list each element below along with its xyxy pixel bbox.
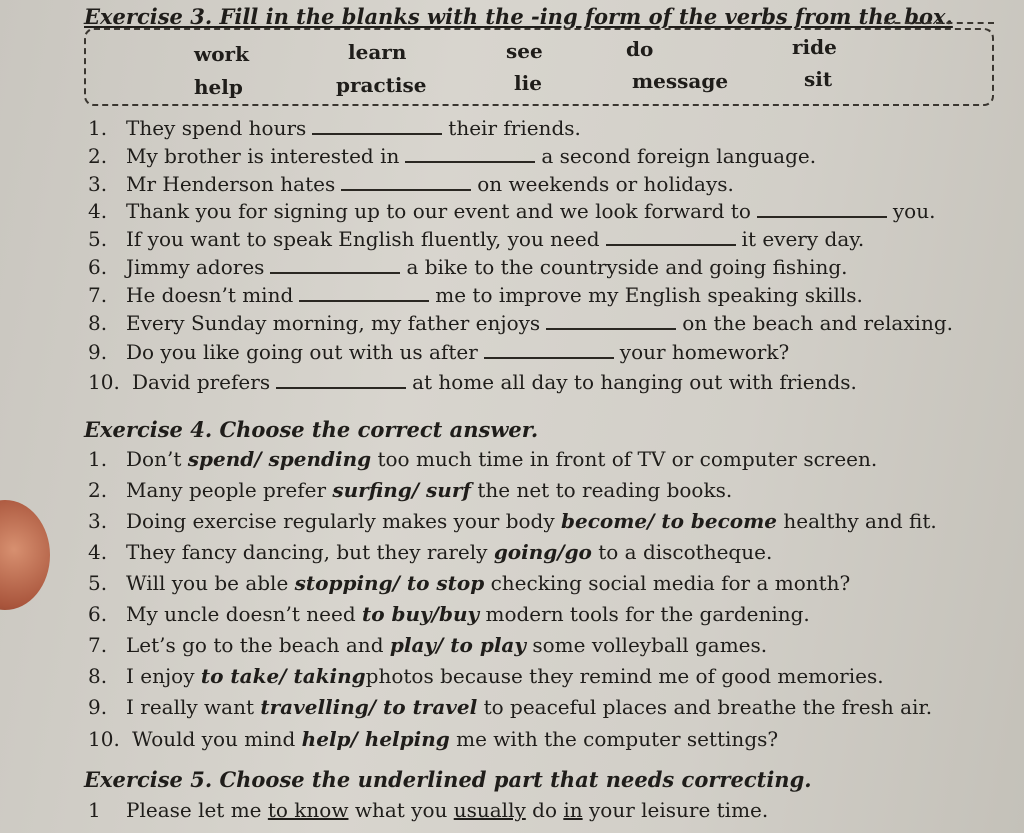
item-text-before: They fancy dancing, but they rarely — [126, 540, 494, 564]
ex4-item — [88, 633, 1014, 657]
item-text-before: They spend hours — [126, 116, 307, 140]
item-text-after: on weekends or holidays. — [477, 172, 734, 196]
item-text-after: at home all day to hanging out with friends. — [412, 370, 857, 394]
item-text-before: Mr Henderson hates — [126, 172, 336, 196]
underlined-option[interactable]: usually — [453, 798, 526, 822]
item-text-before: Don’t — [126, 447, 188, 471]
item-text-before: Doing exercise regularly makes your body — [126, 509, 561, 533]
answer-blank[interactable] — [312, 119, 442, 135]
item-text-before: Let’s go to the beach and — [126, 633, 390, 657]
item-text-before: I enjoy — [126, 664, 201, 688]
item-text-before: My uncle doesn’t need — [126, 602, 362, 626]
item-number: 8. — [88, 664, 108, 688]
item-text-after: some volleyball games. — [526, 633, 768, 657]
answer-blank[interactable] — [405, 147, 535, 163]
item-text-after: on the beach and relaxing. — [682, 311, 953, 335]
title-dash-line — [884, 22, 994, 24]
item-text-after: too much time in front of TV or computer screen. — [371, 447, 878, 471]
underlined-option[interactable]: in — [563, 798, 583, 822]
ex5-item — [88, 798, 1014, 822]
box-word: ride — [792, 35, 837, 59]
ex3-item — [88, 227, 1014, 251]
item-number: 10. — [88, 370, 120, 394]
box-word: practise — [336, 73, 427, 97]
answer-blank[interactable] — [484, 343, 614, 359]
item-number: 5. — [88, 571, 108, 595]
item-text-before: I really want — [126, 695, 261, 719]
item-number: 3. — [88, 509, 108, 533]
item-text-after: your homework? — [619, 340, 790, 364]
answer-options[interactable]: to buy/buy — [361, 602, 480, 626]
item-number: 7. — [88, 283, 108, 307]
item-text-after: me with the computer settings? — [449, 727, 779, 751]
item-text-after: the net to reading books. — [471, 478, 733, 502]
box-word: help — [194, 75, 243, 99]
ex4-item — [88, 509, 1014, 533]
ex4-item — [88, 571, 1014, 595]
item-text-before: Many people prefer — [126, 478, 333, 502]
item-text-before: Will you be able — [126, 571, 295, 595]
item-text-before: David prefers — [132, 370, 271, 394]
answer-options[interactable]: play/ to play — [389, 633, 526, 657]
item-text-before: Jimmy adores — [126, 255, 265, 279]
ex4-item — [88, 695, 1014, 719]
ex3-item — [88, 283, 1014, 307]
item-text-before: If you want to speak English fluently, you need — [126, 227, 600, 251]
item-text-after: their friends. — [448, 116, 581, 140]
ex3-item — [88, 370, 1014, 394]
answer-options[interactable]: travelling/ to travel — [260, 695, 478, 719]
ex4-item — [88, 664, 1014, 688]
item-number: 1 — [88, 798, 101, 822]
ex4-item — [88, 602, 1014, 626]
item-text-before: My brother is interested in — [126, 144, 400, 168]
answer-blank[interactable] — [299, 286, 429, 302]
item-text-before: He doesn’t mind — [126, 283, 294, 307]
item-text-before: Do you like going out with us after — [126, 340, 478, 364]
item-text-after: modern tools for the gardening. — [479, 602, 810, 626]
item-text: what you — [348, 798, 454, 822]
item-number: 2. — [88, 144, 108, 168]
answer-options[interactable]: help/ helping — [301, 727, 450, 751]
word-box — [84, 28, 994, 106]
answer-blank[interactable] — [757, 202, 887, 218]
box-word: sit — [804, 67, 833, 91]
answer-options[interactable]: become/ to become — [561, 509, 778, 533]
ex3-item — [88, 144, 1014, 168]
ex3-item — [88, 340, 1014, 364]
box-word: work — [194, 42, 249, 66]
item-number: 6. — [88, 602, 108, 626]
exercise-5-title: Exercise 5. Choose the underlined part that needs correcting. — [84, 767, 812, 792]
item-text-after: me to improve my English speaking skills. — [435, 283, 863, 307]
item-number: 10. — [88, 727, 120, 751]
item-text-after: photos because they remind me of good memories. — [365, 664, 884, 688]
item-number: 9. — [88, 695, 108, 719]
item-text-after: a second foreign language. — [541, 144, 817, 168]
item-number: 4. — [88, 199, 108, 223]
answer-options[interactable]: surfing/ surf — [332, 478, 471, 502]
ex4-item — [88, 540, 1014, 564]
ex3-item — [88, 199, 1014, 223]
item-text-before: Would you mind — [132, 727, 302, 751]
item-number: 1. — [88, 116, 108, 140]
box-word: see — [506, 39, 543, 63]
item-number: 2. — [88, 478, 108, 502]
underlined-option[interactable]: to know — [267, 798, 349, 822]
ex4-item — [88, 447, 1014, 471]
box-word: message — [632, 69, 729, 93]
item-number: 1. — [88, 447, 108, 471]
item-number: 3. — [88, 172, 108, 196]
box-word: do — [626, 37, 654, 61]
box-word: lie — [514, 71, 542, 95]
exercise-3-title: Exercise 3. Fill in the blanks with the -ing form of the verbs from the box. — [84, 4, 953, 29]
item-text: your leisure time. — [582, 798, 769, 822]
item-number: 7. — [88, 633, 108, 657]
item-text-before: Thank you for signing up to our event and we look forward to — [126, 199, 751, 223]
item-number: 9. — [88, 340, 108, 364]
exercise-4-title: Exercise 4. Choose the correct answer. — [84, 417, 539, 442]
answer-options[interactable]: going/go — [493, 540, 592, 564]
item-number: 8. — [88, 311, 108, 335]
answer-blank[interactable] — [276, 373, 406, 389]
item-text-after: checking social media for a month? — [484, 571, 851, 595]
answer-options[interactable]: spend/ spending — [187, 447, 372, 471]
item-number: 6. — [88, 255, 108, 279]
item-text: Please let me — [126, 798, 268, 822]
item-text-after: you. — [892, 199, 936, 223]
item-text-after: it every day. — [741, 227, 865, 251]
item-text-after: a bike to the countryside and going fishing. — [406, 255, 848, 279]
ex4-item — [88, 727, 1014, 751]
answer-blank[interactable] — [270, 258, 400, 274]
item-text-after: to a discotheque. — [591, 540, 773, 564]
item-text: do — [525, 798, 564, 822]
item-text-after: healthy and fit. — [777, 509, 937, 533]
answer-blank[interactable] — [606, 230, 736, 246]
item-text-after: to peaceful places and breathe the fresh air. — [477, 695, 933, 719]
box-word: learn — [348, 40, 407, 64]
ex3-item — [88, 311, 1014, 335]
answer-blank[interactable] — [341, 175, 471, 191]
answer-options[interactable]: stopping/ to stop — [294, 571, 485, 595]
ex3-item — [88, 116, 1014, 140]
answer-options[interactable]: to take/ taking — [200, 664, 366, 688]
ex4-item — [88, 478, 1014, 502]
ex3-item — [88, 172, 1014, 196]
answer-blank[interactable] — [546, 314, 676, 330]
finger-photo-edge — [0, 500, 50, 610]
item-number: 4. — [88, 540, 108, 564]
item-text-before: Every Sunday morning, my father enjoys — [126, 311, 541, 335]
item-number: 5. — [88, 227, 108, 251]
ex3-item — [88, 255, 1014, 279]
